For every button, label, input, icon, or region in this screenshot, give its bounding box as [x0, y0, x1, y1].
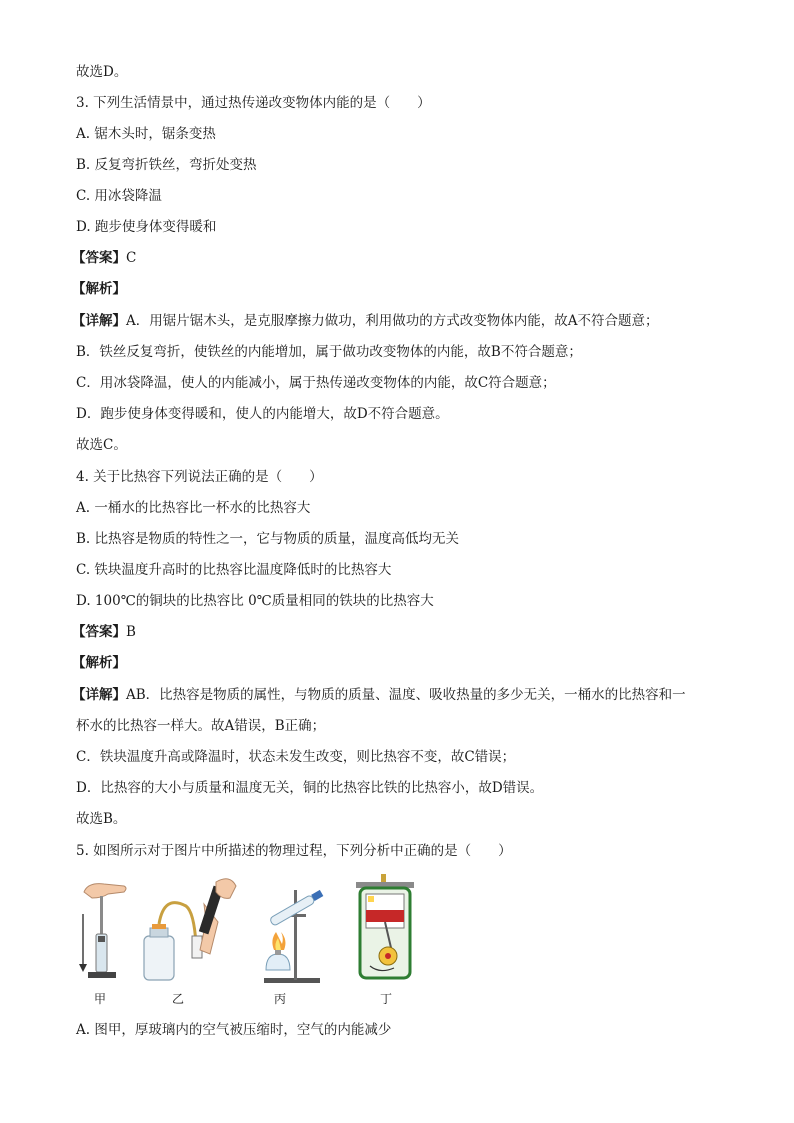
- conclusion: 故选B。: [76, 811, 127, 827]
- explanation-line: [72, 686, 686, 704]
- answer-label: 【答案】: [72, 250, 126, 266]
- explanation-text: A．用锯片锯木头，是克服摩擦力做功，利用做功的方式改变物体内能，故A不符合题意；: [126, 313, 659, 329]
- option-d: D. 100℃的铜块的比热容比 0℃质量相同的铁块的比热容大: [76, 593, 434, 609]
- answer-value: B: [126, 624, 136, 640]
- option-a: A. 图甲，厚玻璃内的空气被压缩时，空气的内能减少: [76, 1022, 392, 1038]
- answer-line: [72, 249, 136, 267]
- explanation-line: D．比热容的大小与质量和温度无关，铜的比热容比铁的比热容小，故D错误。: [76, 780, 544, 796]
- engine-cylinder-figure: [350, 874, 420, 986]
- explanation-line: C．用冰袋降温，使人的内能减小，属于热传递改变物体的内能，故C符合题意；: [76, 375, 556, 391]
- conclusion: 故选C。: [76, 437, 127, 453]
- compression-cylinder-figure: [74, 874, 130, 986]
- explanation-line: B．铁丝反复弯折，使铁丝的内能增加，属于做功改变物体的内能，故B不符合题意；: [76, 344, 582, 360]
- option-a: A. 锯木头时，锯条变热: [76, 126, 216, 142]
- figure-caption: 甲: [94, 992, 107, 1006]
- explanation-line: C．铁块温度升高或降温时，状态未发生改变，则比热容不变，故C错误；: [76, 749, 516, 765]
- text-line: 故选D。: [76, 64, 128, 80]
- figure-caption: 丙: [274, 992, 287, 1006]
- explanation-line: [72, 312, 659, 330]
- option-a: A. 一桶水的比热容比一杯水的比热容大: [76, 500, 311, 516]
- option-d: D. 跑步使身体变得暖和: [76, 219, 217, 235]
- test-tube-burner-figure: [254, 874, 338, 986]
- analysis-label: 【解析】: [72, 655, 126, 671]
- explanation-line: D．跑步使身体变得暖和，使人的内能增大，故D不符合题意。: [76, 406, 449, 422]
- question-5: 5. 如图所示对于图片中所描述的物理过程，下列分析中正确的是（ ）: [76, 843, 512, 859]
- option-c: C. 铁块温度升高时的比热容比温度降低时的比热容大: [76, 562, 392, 578]
- question-3: 3. 下列生活情景中，通过热传递改变物体内能的是（ ）: [76, 95, 431, 111]
- figure-caption: 乙: [172, 992, 185, 1006]
- answer-value: C: [126, 250, 137, 266]
- answer-line: [72, 623, 136, 641]
- option-b: B. 反复弯折铁丝，弯折处变热: [76, 157, 257, 173]
- question-4: 4. 关于比热容下列说法正确的是（ ）: [76, 469, 323, 485]
- figure-caption: 丁: [380, 992, 393, 1006]
- figure-row: [72, 874, 432, 1006]
- explanation-label: 【详解】: [72, 313, 126, 329]
- analysis-label: 【解析】: [72, 281, 126, 297]
- explanation-text: AB．比热容是物质的属性，与物质的质量、温度、吸收热量的多少无关，一桶水的比热容和一: [126, 687, 686, 703]
- explanation-label: 【详解】: [72, 687, 126, 703]
- answer-label: 【答案】: [72, 624, 126, 640]
- option-c: C. 用冰袋降温: [76, 188, 162, 204]
- explanation-line: 杯水的比热容一样大。故A错误，B正确；: [76, 718, 326, 734]
- bottle-pump-figure: [138, 874, 242, 986]
- option-b: B. 比热容是物质的特性之一，它与物质的质量，温度高低均无关: [76, 531, 460, 547]
